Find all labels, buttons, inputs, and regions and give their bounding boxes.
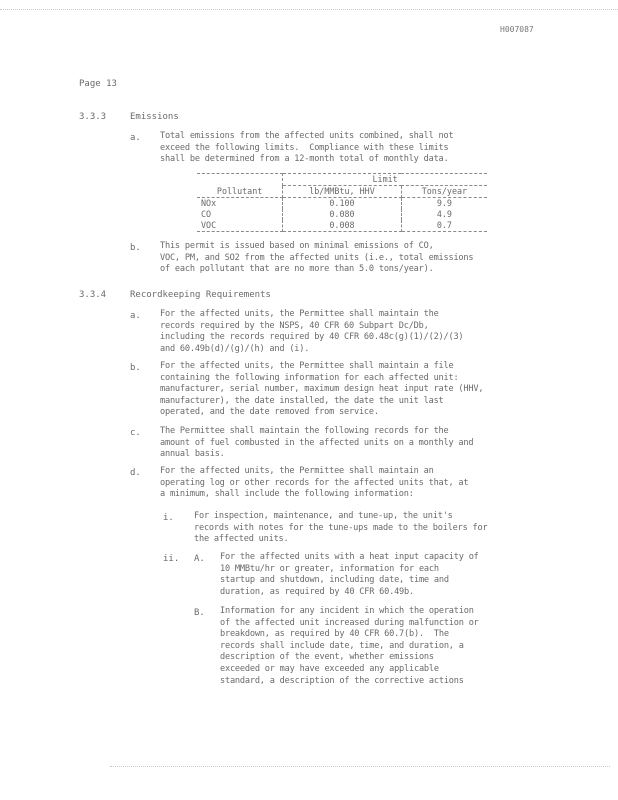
item-label: b. [130,243,141,253]
table-row [197,198,487,210]
table-cell: 0.080 [283,209,402,220]
table-header-cell: lb/MMBtu, HHV [283,186,402,198]
scan-edge-bottom [110,766,610,769]
table-header-cell: Tons/year [401,186,487,198]
subitem-label: i. [163,513,174,523]
table-cell: 0.008 [283,220,402,232]
emission-limits-table [197,173,487,232]
table-cell: 0.100 [283,198,402,210]
table-cell: VOC [197,220,283,232]
page-number: Page 13 [79,79,117,89]
item-label: a. [130,311,141,321]
subitem-label: ii. [163,554,180,564]
item-label: c. [130,428,141,438]
document-id: H007087 [500,25,534,34]
table-cell: CO [197,209,283,220]
paragraph: For the affected units, the Permittee shall maintain the records required by the NSPS, 40 CFR 60 Subpart Dc/Db, including the records required by 40 CFR 60.48c(g)(1)/(2)/(3) and 60.49b(d)/(g)/(h) and (i). [160,309,464,354]
subitem-label: A. [194,554,205,564]
table-cell: 9.9 [436,198,452,208]
item-label: d. [130,468,141,478]
scan-edge-top [0,9,618,12]
paragraph: For the affected units, the Permittee shall maintain a file containing the following information for each affected unit: manufacturer, serial number, maximum design heat input rate (HHV, manufacturer), the date installed, the date the unit last operated, and the date removed from service. [160,361,484,418]
paragraph: Total emissions from the affected units combined, shall not exceed the following limits. Compliance with these limits shall be determined from a 12-month total of monthly data. [160,131,454,165]
paragraph: For inspection, maintenance, and tune-up, the unit's records with notes for the tune-ups made to the boilers for the affected units. [194,511,488,545]
table-cell: NOx [197,198,283,210]
table-header-cell [197,174,283,186]
paragraph: This permit is issued based on minimal emissions of CO, VOC, PM, and SO2 from the affected units (i.e., total emissions of each pollutant that are no more than 5.0 tons/year). [160,241,474,275]
table-group-header: Limit [283,174,487,186]
item-label: a. [130,133,141,143]
section-title: Recordkeeping Requirements [130,290,271,300]
subitem-label: B. [194,608,205,618]
section-number: 3.3.4 [79,290,107,300]
table-header-cell: Pollutant [197,186,283,198]
paragraph: The Permittee shall maintain the following records for the amount of fuel combusted in the affected units on a monthly and annual basis. [160,426,474,460]
section-number: 3.3.3 [79,112,107,122]
table-row [197,220,487,232]
table-row [197,209,487,220]
paragraph: For the affected units, the Permittee shall maintain an operating log or other records for the affected units that, at a minimum, shall include the following information: [160,466,469,500]
section-title: Emissions [130,112,179,122]
table-cell: 4.9 [436,209,452,219]
paragraph: For the affected units with a heat input capacity of 10 MMBtu/hr or greater, information for each startup and shutdown, including date, time and duration, as required by 40 CFR 60.49b. [220,552,479,597]
table-cell: 0.7 [401,220,487,232]
paragraph: Information for any incident in which the operation of the affected unit increased during malfunction or breakdown, as required by 40 CFR 60.7(b). The records shall include date, time, and duration, a description of the event, whether emissions exceeded or may have exceeded any applicable standard, a description of the corrective actions [220,606,479,686]
item-label: b. [130,363,141,373]
